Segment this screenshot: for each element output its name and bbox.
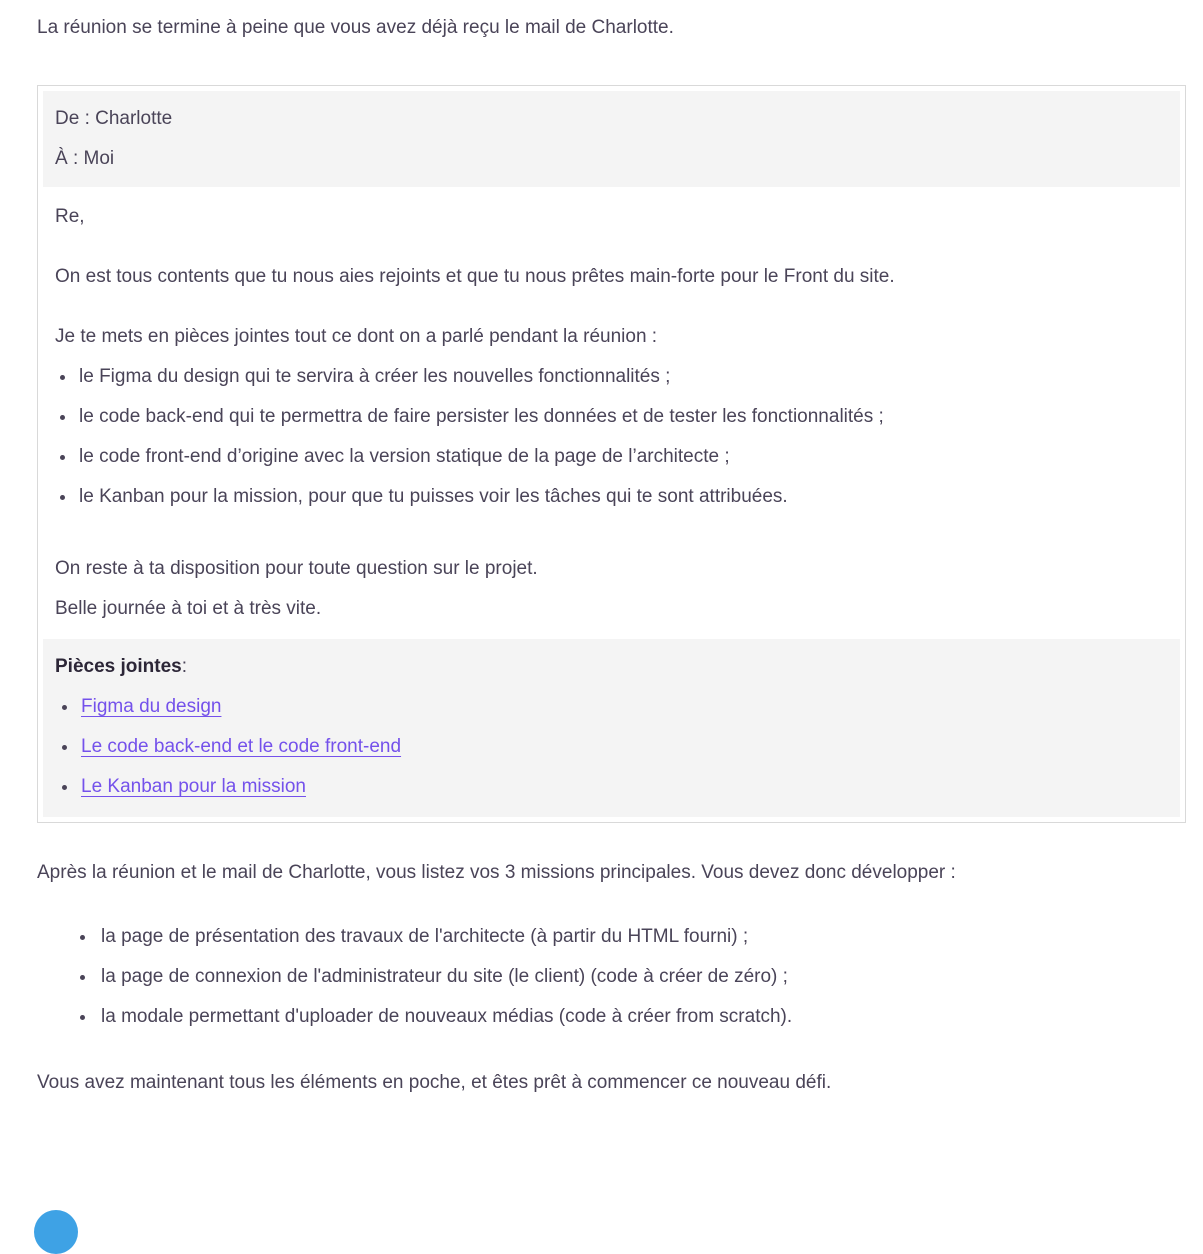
after-meeting-paragraph: Après la réunion et le mail de Charlotte, vous listez vos 3 missions principales. Vous devez donc développer : xyxy=(37,862,956,883)
email-list-item: • le Figma du design qui te servira à créer les nouvelles fonctionnalités ; xyxy=(77,357,1168,397)
mission-item: • la page de présentation des travaux de l'architecte (à partir du HTML fourni) ; xyxy=(97,917,1186,957)
attachments-title-line xyxy=(55,647,1168,687)
email-from-line: De : Charlotte xyxy=(55,108,173,129)
email-list-item: • le Kanban pour la mission, pour que tu puisses voir les tâches qui te sont attribuées. xyxy=(77,477,1168,517)
intro-paragraph: La réunion se termine à peine que vous avez déjà reçu le mail de Charlotte. xyxy=(37,17,674,38)
email-closing-line1: On reste à ta disposition pour toute question sur le projet. xyxy=(55,558,538,579)
email-closing-line2: Belle journée à toi et à très vite. xyxy=(55,598,322,619)
email-list-item: • le code back-end qui te permettra de faire persister les données et de tester les fonctionnalités ; xyxy=(77,397,1168,437)
email-quote-box xyxy=(37,85,1186,823)
email-closing xyxy=(55,549,1168,629)
email-welcome-paragraph: On est tous contents que tu nous aies rejoints et que tu nous prêtes main-forte pour le Front du site. xyxy=(55,266,895,287)
attachment-link-kanban[interactable]: Le Kanban pour la mission xyxy=(81,776,306,797)
attachments-title-suffix: : xyxy=(181,656,188,677)
lesson-content xyxy=(0,8,1203,1103)
email-items-list xyxy=(55,357,1168,517)
final-paragraph: Vous avez maintenant tous les éléments en poche, et êtes prêt à commencer ce nouveau défi. xyxy=(37,1072,832,1093)
attachments-list xyxy=(55,687,1168,807)
email-list-item: • le code front-end d’origine avec la version statique de la page de l’architecte ; xyxy=(77,437,1168,477)
attachment-item xyxy=(79,687,1168,727)
attachment-item xyxy=(79,727,1168,767)
email-attachments-intro: Je te mets en pièces jointes tout ce dont on a parlé pendant la réunion : xyxy=(55,326,658,347)
attachment-item xyxy=(79,767,1168,807)
mission-item: • la page de connexion de l'administrateur du site (le client) (code à créer de zéro) ; xyxy=(97,957,1186,997)
email-body xyxy=(43,197,1180,629)
missions-list xyxy=(37,917,1186,1037)
mission-item: • la modale permettant d'uploader de nouveaux médias (code à créer from scratch). xyxy=(97,997,1186,1037)
attachments-section xyxy=(43,639,1180,817)
email-header xyxy=(43,91,1180,187)
attachment-link-figma[interactable]: Figma du design xyxy=(81,696,222,717)
attachments-title: Pièces jointes xyxy=(55,656,182,677)
info-icon xyxy=(34,1210,78,1254)
email-to-line: À : Moi xyxy=(55,148,115,169)
email-greeting: Re, xyxy=(55,206,85,227)
attachment-link-code[interactable]: Le code back-end et le code front-end xyxy=(81,736,402,757)
